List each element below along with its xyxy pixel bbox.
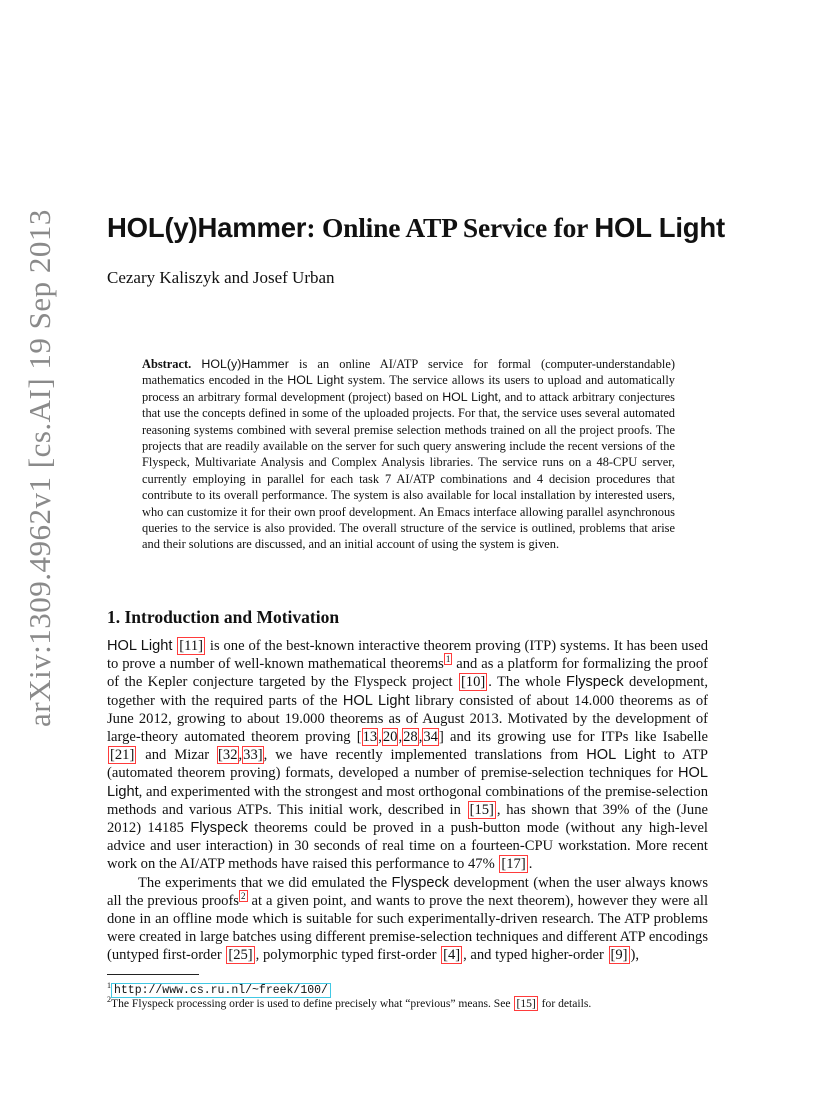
hol-light-name: HOL Light <box>342 692 410 709</box>
paragraph-2 <box>107 874 708 965</box>
paragraph-text: . <box>528 856 533 873</box>
abstract-label: Abstract. <box>142 357 192 371</box>
citation-link[interactable]: 34 <box>423 729 438 746</box>
title-system-name: HOL(y)Hammer <box>107 212 307 243</box>
paragraph-text: is one of the best-known interactive theorem proving (ITP) systems. It has been used to prove a number of well-known mathematical theorems <box>107 638 708 673</box>
hol-light-name: HOL Light <box>107 765 708 800</box>
section-heading: 1. Introduction and Motivation <box>107 607 340 627</box>
paragraph-text: and Mizar <box>137 747 218 764</box>
paragraph-text: , we have recently implemented translations from <box>263 747 587 764</box>
footnote-url-link[interactable]: http://www.cs.ru.nl/~freek/100/ <box>111 983 331 998</box>
paragraph-text: to ATP (automated theorem proving) formats, developed a number of premise-selection techniques for <box>107 747 708 782</box>
footnote-1 <box>107 982 331 997</box>
citation-link[interactable]: [17] <box>501 856 526 873</box>
citation-link[interactable]: [9] <box>610 947 628 964</box>
authors: Cezary Kaliszyk and Josef Urban <box>107 268 335 287</box>
citation-link[interactable]: 20 <box>382 729 398 746</box>
hol-light-name: HOL Light <box>586 747 656 764</box>
paragraph-text: at a given point, and wants to prove the next theorem), however they were all done in an offline mode which is suitable for such experimentally-driven research. The ATP problems were created in large batches using different premise-selection techniques and different ATP encodings (untyped first-order <box>107 892 708 964</box>
abstract-system-name: HOL(y)Hammer <box>201 357 289 371</box>
citation-link[interactable]: [15] <box>469 801 494 818</box>
flyspeck-name: Flyspeck <box>566 674 624 691</box>
paragraph-text: , and experimented with the strongest and most orthogonal combinations of the premise-selection methods and various ATPs. This initial work, described in <box>107 783 708 818</box>
abstract-text: , and to attack arbitrary conjectures that use the concepts defined in some of the uploaded projects. For that, the service uses several automated reasoning systems combined with several premise selection methods trained on all the project proofs. The projects that are readily available on the server for such query answering include the recent versions of the Flyspeck, Multivariate Analysis and Complex Analysis libraries. The service runs on a 48-CPU server, currently employing in parallel for each task 7 AI/ATP combinations and 4 decision procedures that contribute to its overall performance. The system is also available for local installation by interested users, who can customize it for their own proof development. An Emacs interface allowing parallel asynchronous queries to the service is also provided. The overall structure of the service is outlined, problems that arise and their solutions are discussed, and an initial account of using the system is given. <box>142 389 675 552</box>
footnote-rule <box>107 974 199 975</box>
bracket: ] <box>438 729 444 746</box>
bracket: [ <box>356 729 362 746</box>
footnote-mark: 1 <box>107 981 111 990</box>
arxiv-identifier: arXiv:1309.4962v1 [cs.AI] 19 Sep 2013 <box>22 209 57 727</box>
paragraph-text: theorems could be proved in a push-button mode (without any high-level advice and user interaction) in 30 seconds of real time on a fourteen-CPU workstation. More recent work on the AI/ATP methods have raised this performance to 47% <box>107 820 708 873</box>
paragraph-text: , has shown that 39% of the (June 2012) 14185 <box>107 801 708 837</box>
paragraph-text: library consisted of about 14.000 theorems as of June 2012, growing to about 19.000 theorems as of August 2013. Motivated by the development of large-theory automated theorem proving <box>107 692 708 746</box>
footnote-ref-2[interactable]: 2 <box>241 890 246 901</box>
abstract-hol-light: HOL Light <box>287 373 344 388</box>
abstract-text: system. The service allows its users to upload and automatically process an arbitrary formal development (project) based on <box>142 373 676 404</box>
title-middle: : Online ATP Service for <box>306 212 595 243</box>
abstract-text: is an online AI/ATP service for formal (computer-understandable) mathematics encoded in the <box>142 357 675 388</box>
arxiv-side-stamp <box>18 209 62 727</box>
footnote-text: for details. <box>538 997 592 1010</box>
footnote-2 <box>107 997 591 1010</box>
paragraph-text: and as a platform for formalizing the proof of the Kepler conjecture targeted by the Flyspeck project <box>107 656 708 691</box>
citation-link[interactable]: [32 <box>218 747 238 764</box>
paragraph-text: ), <box>630 947 640 964</box>
abstract <box>142 356 675 553</box>
citation-link[interactable]: 13 <box>362 729 378 746</box>
paragraph-text: , and typed higher-order <box>463 947 608 964</box>
abstract-hol-light: HOL Light <box>442 389 498 404</box>
paragraph-1: HOL Light [11] is one of the best-known interactive theorem proving (ITP) systems. It has been used to prove a number of well-known mathematical theorems $^1$ and as a platform for formalizing the proof of the Kepler conjecture targeted by the Flyspeck project [10] . The whole Flyspeck development, together with the required parts of the HOL Light library consisted of about 14.000 theorems as of June 2012, growing to about 19.000 theorems as of August 2013. Motivated by the development of large-theory automated theorem proving [13,20,28,34] and its growing use for ITPs like Isabelle [21] and Mizar [32,33], we have recently implemented translations from HOL Light to ATP (automated theorem proving) formats, developed a number of premise-selection techniques for HOL Light, and experimented with the strongest and most orthogonal combinations of the premise-selection methods and various ATPs. This initial work, described in [15] , has shown that 39% of the (June 2012) 14185 Flyspeck theorems could be proved in a push-button mode (without any high-level advice and user interaction) in 30 seconds of real time on a fourteen-CPU workstation. More recent work on the AI/ATP methods have raised this performance to 47% [17] . <box>107 638 708 873</box>
footnote-ref-1[interactable]: 1 <box>445 654 451 665</box>
title-hol-light: HOL Light <box>594 212 725 243</box>
paragraph-text: development, together with the required parts of the <box>107 674 708 709</box>
paragraph-text: development (when the user always knows all the previous proofs <box>107 874 709 909</box>
paragraph-text: , polymorphic typed first-order <box>255 947 441 964</box>
citation-link[interactable]: [21] <box>110 747 135 764</box>
paper-title <box>107 212 747 244</box>
footnote-text: The Flyspeck processing order is used to define precisely what “previous” means. See <box>111 997 514 1010</box>
citation-link[interactable]: [10] <box>460 674 486 691</box>
flyspeck-name: Flyspeck <box>391 874 450 891</box>
citation-link[interactable]: 28 <box>403 729 418 746</box>
citation-link[interactable]: 33] <box>243 747 263 764</box>
citation-link[interactable]: [15] <box>516 997 536 1010</box>
citation-link[interactable]: [11] <box>179 638 204 654</box>
footnote-mark: 2 <box>107 995 111 1005</box>
paragraph-text: . The whole <box>488 674 567 691</box>
citation-link[interactable]: [25] <box>228 947 253 964</box>
paragraph-text: The experiments that we did emulated the <box>138 874 392 891</box>
hol-light-name: HOL Light <box>107 638 173 654</box>
body-text <box>107 637 708 965</box>
citation-link[interactable]: [4] <box>443 947 461 964</box>
flyspeck-name: Flyspeck <box>190 820 248 837</box>
paragraph-text: and its growing use for ITPs like Isabelle <box>443 729 708 746</box>
